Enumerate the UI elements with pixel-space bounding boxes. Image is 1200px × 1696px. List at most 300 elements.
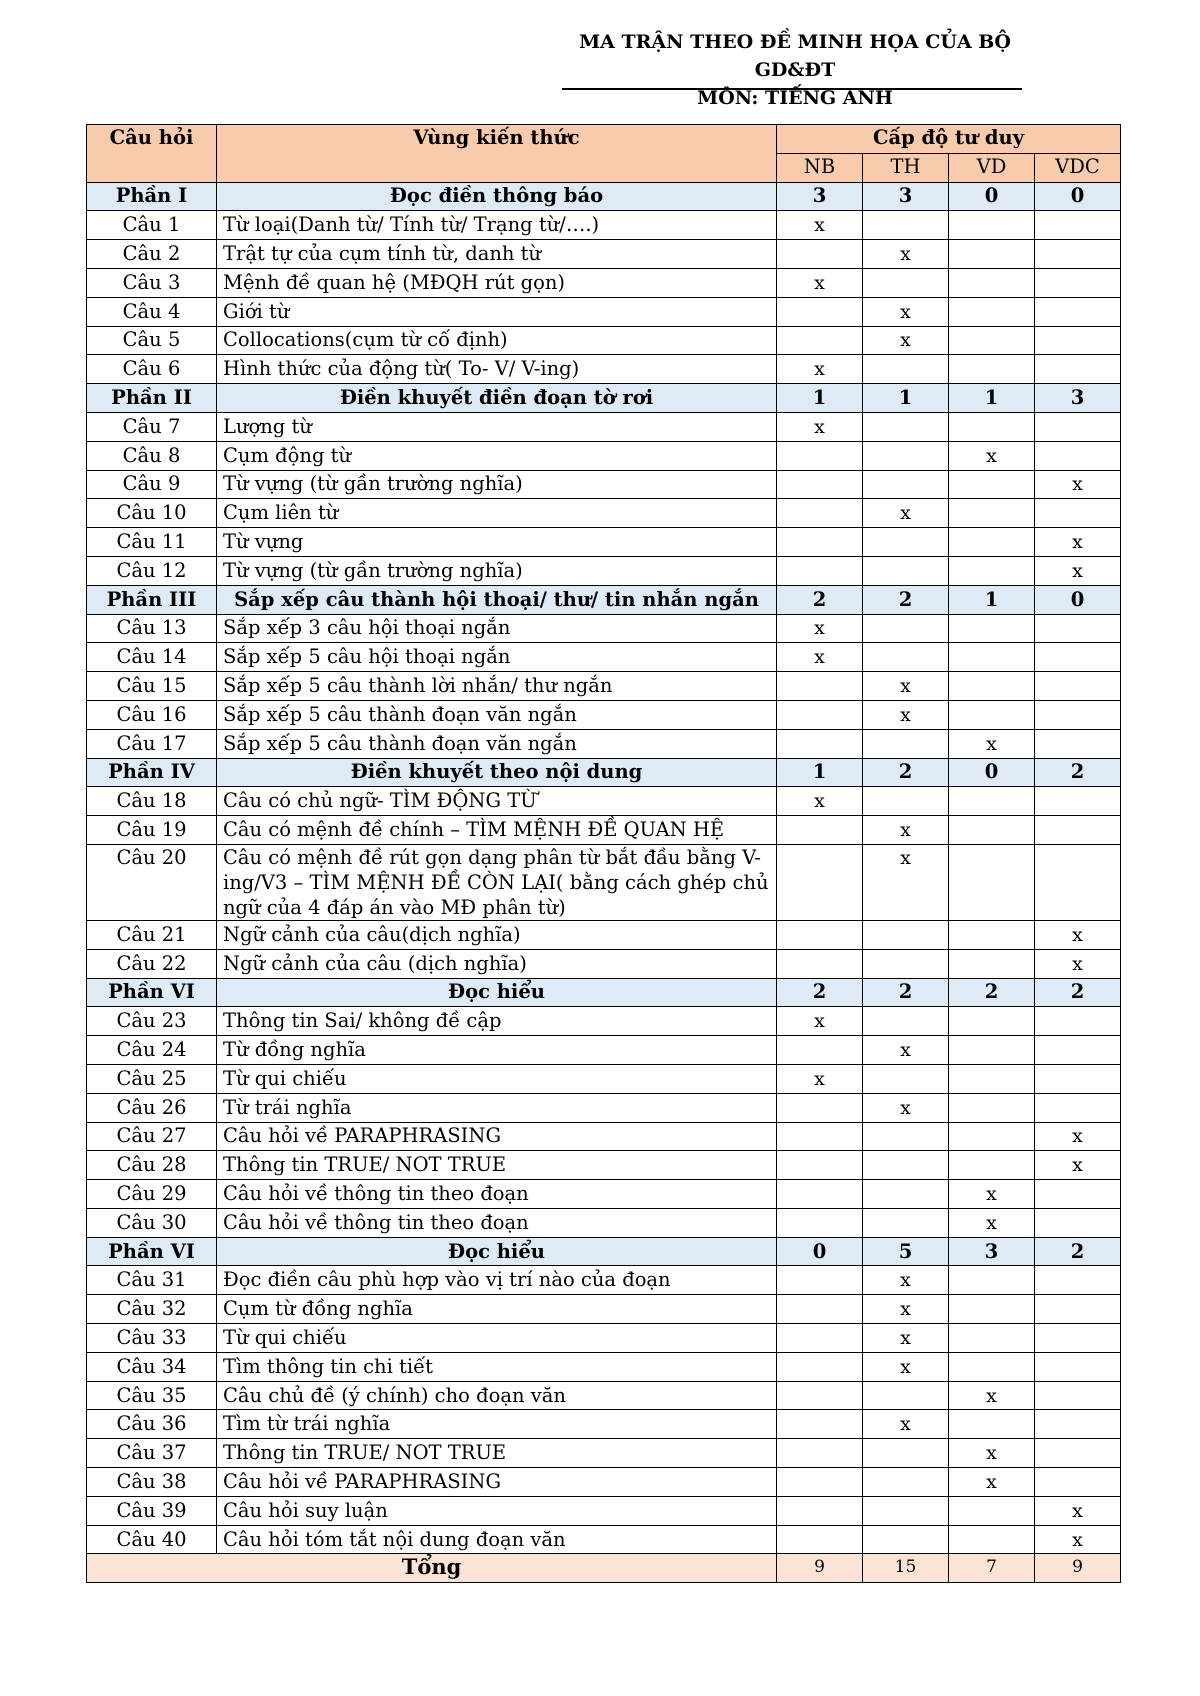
part-title: Đọc hiểu xyxy=(217,978,777,1007)
level-mark-vdc xyxy=(1035,1410,1121,1439)
level-mark-th: x xyxy=(863,240,949,269)
level-mark-vd xyxy=(949,556,1035,585)
level-mark-vd xyxy=(949,355,1035,384)
knowledge-topic: Câu có mệnh đề chính – TÌM MỆNH ĐỀ QUAN HỆ xyxy=(217,816,777,845)
part-row xyxy=(87,585,1121,614)
table-row xyxy=(87,1439,1121,1468)
question-label: Câu 27 xyxy=(87,1122,217,1151)
knowledge-topic: Tìm thông tin chi tiết xyxy=(217,1352,777,1381)
level-mark-th: x xyxy=(863,844,949,920)
question-label: Câu 8 xyxy=(87,441,217,470)
level-mark-vd xyxy=(949,949,1035,978)
level-mark-nb xyxy=(777,470,863,499)
level-mark-nb xyxy=(777,1439,863,1468)
level-mark-nb xyxy=(777,240,863,269)
level-mark-vd xyxy=(949,844,1035,920)
title-line-1: MA TRẬN THEO ĐỀ MINH HỌA CỦA BỘ GD&ĐT xyxy=(579,31,1011,81)
knowledge-topic: Sắp xếp 5 câu thành đoạn văn ngắn xyxy=(217,729,777,758)
part-count-vdc: 2 xyxy=(1035,978,1121,1007)
question-label: Câu 25 xyxy=(87,1064,217,1093)
table-row xyxy=(87,1007,1121,1036)
level-mark-nb xyxy=(777,816,863,845)
level-mark-th xyxy=(863,470,949,499)
part-label: Phần VI xyxy=(87,978,217,1007)
knowledge-topic: Thông tin TRUE/ NOT TRUE xyxy=(217,1439,777,1468)
table-row xyxy=(87,1064,1121,1093)
level-mark-vdc xyxy=(1035,1093,1121,1122)
table-row xyxy=(87,1151,1121,1180)
level-mark-th xyxy=(863,268,949,297)
level-mark-nb xyxy=(777,1151,863,1180)
level-mark-vdc xyxy=(1035,297,1121,326)
level-mark-vdc xyxy=(1035,1439,1121,1468)
level-mark-nb xyxy=(777,1525,863,1554)
level-mark-vd xyxy=(949,787,1035,816)
level-mark-nb xyxy=(777,1352,863,1381)
question-label: Câu 10 xyxy=(87,499,217,528)
level-mark-vd xyxy=(949,1266,1035,1295)
level-mark-vd: x xyxy=(949,441,1035,470)
title-line-2: MÔN: TIẾNG ANH xyxy=(697,87,893,109)
level-mark-nb xyxy=(777,672,863,701)
level-mark-nb xyxy=(777,1410,863,1439)
knowledge-topic: Câu hỏi suy luận xyxy=(217,1496,777,1525)
table-row xyxy=(87,412,1121,441)
question-label: Câu 14 xyxy=(87,643,217,672)
part-title: Sắp xếp câu thành hội thoại/ thư/ tin nhắn ngắn xyxy=(217,585,777,614)
level-mark-th xyxy=(863,1381,949,1410)
question-label: Câu 12 xyxy=(87,556,217,585)
question-label: Câu 9 xyxy=(87,470,217,499)
question-label: Câu 20 xyxy=(87,844,217,920)
table-row xyxy=(87,1381,1121,1410)
knowledge-topic: Trật tự của cụm tính từ, danh từ xyxy=(217,240,777,269)
part-row xyxy=(87,758,1121,787)
part-count-vd: 3 xyxy=(949,1237,1035,1266)
table-row xyxy=(87,920,1121,949)
level-mark-nb xyxy=(777,920,863,949)
level-mark-vd xyxy=(949,240,1035,269)
level-mark-vdc: x xyxy=(1035,949,1121,978)
question-label: Câu 40 xyxy=(87,1525,217,1554)
level-mark-th: x xyxy=(863,1036,949,1065)
level-mark-vd xyxy=(949,1151,1035,1180)
question-label: Câu 1 xyxy=(87,211,217,240)
level-mark-vd xyxy=(949,672,1035,701)
level-mark-vdc xyxy=(1035,700,1121,729)
level-mark-vd xyxy=(949,326,1035,355)
total-label: Tổng xyxy=(87,1554,777,1583)
part-count-th: 5 xyxy=(863,1237,949,1266)
level-mark-vdc xyxy=(1035,1468,1121,1497)
matrix-body xyxy=(87,182,1121,1554)
table-row xyxy=(87,441,1121,470)
level-mark-vdc xyxy=(1035,1381,1121,1410)
level-mark-nb xyxy=(777,1324,863,1353)
level-mark-th xyxy=(863,355,949,384)
level-mark-nb xyxy=(777,1122,863,1151)
level-mark-nb: x xyxy=(777,643,863,672)
question-label: Câu 3 xyxy=(87,268,217,297)
level-mark-nb xyxy=(777,326,863,355)
knowledge-topic: Ngữ cảnh của câu (dịch nghĩa) xyxy=(217,949,777,978)
question-label: Câu 29 xyxy=(87,1180,217,1209)
level-mark-th: x xyxy=(863,700,949,729)
level-mark-vdc xyxy=(1035,816,1121,845)
level-mark-th xyxy=(863,1525,949,1554)
knowledge-topic: Từ qui chiếu xyxy=(217,1324,777,1353)
part-count-th: 1 xyxy=(863,384,949,413)
question-label: Câu 19 xyxy=(87,816,217,845)
level-mark-vd xyxy=(949,816,1035,845)
level-mark-vd: x xyxy=(949,1381,1035,1410)
level-mark-nb: x xyxy=(777,614,863,643)
level-mark-th: x xyxy=(863,326,949,355)
level-mark-vd: x xyxy=(949,729,1035,758)
table-row xyxy=(87,816,1121,845)
level-mark-vd xyxy=(949,1295,1035,1324)
level-mark-vdc xyxy=(1035,1352,1121,1381)
table-row xyxy=(87,1208,1121,1237)
total-vd: 7 xyxy=(949,1554,1035,1583)
part-count-vd: 0 xyxy=(949,758,1035,787)
level-mark-vdc xyxy=(1035,844,1121,920)
part-row xyxy=(87,384,1121,413)
level-mark-th: x xyxy=(863,1295,949,1324)
question-label: Câu 38 xyxy=(87,1468,217,1497)
question-label: Câu 39 xyxy=(87,1496,217,1525)
level-mark-th xyxy=(863,528,949,557)
level-mark-vd xyxy=(949,1496,1035,1525)
level-mark-nb xyxy=(777,1266,863,1295)
level-mark-vdc xyxy=(1035,672,1121,701)
table-row xyxy=(87,1324,1121,1353)
level-mark-nb: x xyxy=(777,412,863,441)
level-mark-vd xyxy=(949,1525,1035,1554)
level-mark-nb: x xyxy=(777,211,863,240)
question-label: Câu 2 xyxy=(87,240,217,269)
knowledge-topic: Collocations(cụm từ cố định) xyxy=(217,326,777,355)
question-label: Câu 30 xyxy=(87,1208,217,1237)
question-label: Câu 21 xyxy=(87,920,217,949)
knowledge-topic: Sắp xếp 5 câu thành đoạn văn ngắn xyxy=(217,700,777,729)
level-mark-vd xyxy=(949,700,1035,729)
level-mark-th: x xyxy=(863,297,949,326)
table-row xyxy=(87,1180,1121,1209)
level-mark-nb xyxy=(777,1381,863,1410)
level-mark-th: x xyxy=(863,1324,949,1353)
level-mark-vdc xyxy=(1035,499,1121,528)
part-count-nb: 1 xyxy=(777,758,863,787)
header-level: Cấp độ tư duy xyxy=(777,125,1121,154)
table-row xyxy=(87,355,1121,384)
question-label: Câu 22 xyxy=(87,949,217,978)
table-row xyxy=(87,1410,1121,1439)
level-mark-nb: x xyxy=(777,1064,863,1093)
level-mark-th xyxy=(863,412,949,441)
knowledge-topic: Thông tin TRUE/ NOT TRUE xyxy=(217,1151,777,1180)
knowledge-topic: Từ qui chiếu xyxy=(217,1064,777,1093)
knowledge-topic: Mệnh đề quan hệ (MĐQH rút gọn) xyxy=(217,268,777,297)
level-mark-th xyxy=(863,643,949,672)
level-mark-nb xyxy=(777,700,863,729)
level-mark-th xyxy=(863,556,949,585)
table-row xyxy=(87,729,1121,758)
level-mark-vdc xyxy=(1035,240,1121,269)
level-mark-vd xyxy=(949,499,1035,528)
level-mark-th xyxy=(863,1468,949,1497)
knowledge-topic: Giới từ xyxy=(217,297,777,326)
matrix-table xyxy=(86,124,1121,1583)
knowledge-topic: Câu hỏi về PARAPHRASING xyxy=(217,1468,777,1497)
header-level-vdc: VDC xyxy=(1035,153,1121,182)
part-count-th: 2 xyxy=(863,758,949,787)
level-mark-th: x xyxy=(863,1410,949,1439)
level-mark-vd xyxy=(949,211,1035,240)
question-label: Câu 36 xyxy=(87,1410,217,1439)
question-label: Câu 17 xyxy=(87,729,217,758)
total-nb: 9 xyxy=(777,1554,863,1583)
level-mark-vd xyxy=(949,1324,1035,1353)
knowledge-topic: Cụm liên từ xyxy=(217,499,777,528)
knowledge-topic: Tìm từ trái nghĩa xyxy=(217,1410,777,1439)
level-mark-vdc xyxy=(1035,1036,1121,1065)
question-label: Câu 7 xyxy=(87,412,217,441)
level-mark-th: x xyxy=(863,672,949,701)
total-vdc: 9 xyxy=(1035,1554,1121,1583)
table-row xyxy=(87,1093,1121,1122)
question-label: Câu 5 xyxy=(87,326,217,355)
level-mark-nb xyxy=(777,1295,863,1324)
part-label: Phần I xyxy=(87,182,217,211)
knowledge-topic: Từ loại(Danh từ/ Tính từ/ Trạng từ/….) xyxy=(217,211,777,240)
part-count-vdc: 0 xyxy=(1035,585,1121,614)
table-row xyxy=(87,1496,1121,1525)
level-mark-vdc: x xyxy=(1035,470,1121,499)
knowledge-topic: Câu có chủ ngữ- TÌM ĐỘNG TỪ xyxy=(217,787,777,816)
table-row xyxy=(87,844,1121,920)
level-mark-th xyxy=(863,1007,949,1036)
level-mark-vdc xyxy=(1035,1295,1121,1324)
question-label: Câu 15 xyxy=(87,672,217,701)
level-mark-vdc: x xyxy=(1035,1496,1121,1525)
table-row xyxy=(87,297,1121,326)
level-mark-th xyxy=(863,1180,949,1209)
level-mark-vd xyxy=(949,920,1035,949)
knowledge-topic: Hình thức của động từ( To- V/ V-ing) xyxy=(217,355,777,384)
level-mark-th xyxy=(863,920,949,949)
knowledge-topic: Câu hỏi về PARAPHRASING xyxy=(217,1122,777,1151)
level-mark-vdc: x xyxy=(1035,556,1121,585)
part-count-vdc: 0 xyxy=(1035,182,1121,211)
table-row xyxy=(87,240,1121,269)
level-mark-vdc xyxy=(1035,412,1121,441)
table-row xyxy=(87,1036,1121,1065)
level-mark-nb: x xyxy=(777,268,863,297)
level-mark-nb xyxy=(777,297,863,326)
level-mark-th xyxy=(863,787,949,816)
question-label: Câu 31 xyxy=(87,1266,217,1295)
level-mark-nb: x xyxy=(777,1007,863,1036)
total-th: 15 xyxy=(863,1554,949,1583)
level-mark-th: x xyxy=(863,1352,949,1381)
level-mark-nb xyxy=(777,729,863,758)
part-title: Điền khuyết theo nội dung xyxy=(217,758,777,787)
table-row xyxy=(87,326,1121,355)
question-label: Câu 23 xyxy=(87,1007,217,1036)
part-row xyxy=(87,182,1121,211)
part-label: Phần IV xyxy=(87,758,217,787)
level-mark-vd xyxy=(949,297,1035,326)
header-knowledge: Vùng kiến thức xyxy=(217,125,777,183)
level-mark-vd xyxy=(949,1410,1035,1439)
level-mark-vd: x xyxy=(949,1439,1035,1468)
level-mark-nb xyxy=(777,1468,863,1497)
level-mark-vd xyxy=(949,268,1035,297)
question-label: Câu 4 xyxy=(87,297,217,326)
table-row xyxy=(87,614,1121,643)
table-row xyxy=(87,1525,1121,1554)
header-question: Câu hỏi xyxy=(87,125,217,183)
knowledge-topic: Sắp xếp 5 câu thành lời nhắn/ thư ngắn xyxy=(217,672,777,701)
part-count-nb: 3 xyxy=(777,182,863,211)
knowledge-topic: Đọc điền câu phù hợp vào vị trí nào của đoạn xyxy=(217,1266,777,1295)
level-mark-nb xyxy=(777,844,863,920)
knowledge-topic: Từ trái nghĩa xyxy=(217,1093,777,1122)
level-mark-nb xyxy=(777,1180,863,1209)
table-row xyxy=(87,499,1121,528)
level-mark-vd xyxy=(949,412,1035,441)
question-label: Câu 6 xyxy=(87,355,217,384)
level-mark-nb xyxy=(777,441,863,470)
question-label: Câu 35 xyxy=(87,1381,217,1410)
part-count-nb: 2 xyxy=(777,978,863,1007)
table-row xyxy=(87,700,1121,729)
knowledge-topic: Câu hỏi tóm tắt nội dung đoạn văn xyxy=(217,1525,777,1554)
knowledge-topic: Ngữ cảnh của câu(dịch nghĩa) xyxy=(217,920,777,949)
level-mark-vd xyxy=(949,1122,1035,1151)
question-label: Câu 11 xyxy=(87,528,217,557)
level-mark-th: x xyxy=(863,1266,949,1295)
level-mark-vdc xyxy=(1035,441,1121,470)
title-underline xyxy=(562,88,1022,90)
table-row xyxy=(87,1468,1121,1497)
question-label: Câu 28 xyxy=(87,1151,217,1180)
part-count-vdc: 2 xyxy=(1035,1237,1121,1266)
level-mark-th: x xyxy=(863,816,949,845)
question-label: Câu 37 xyxy=(87,1439,217,1468)
part-label: Phần III xyxy=(87,585,217,614)
level-mark-th: x xyxy=(863,499,949,528)
level-mark-vdc xyxy=(1035,729,1121,758)
level-mark-vdc xyxy=(1035,268,1121,297)
part-count-th: 2 xyxy=(863,585,949,614)
level-mark-vd xyxy=(949,1007,1035,1036)
table-row xyxy=(87,528,1121,557)
header-level-th: TH xyxy=(863,153,949,182)
table-row xyxy=(87,672,1121,701)
level-mark-vdc xyxy=(1035,1064,1121,1093)
knowledge-topic: Câu hỏi về thông tin theo đoạn xyxy=(217,1208,777,1237)
level-mark-vdc xyxy=(1035,1208,1121,1237)
level-mark-th xyxy=(863,1151,949,1180)
document-title xyxy=(560,28,1030,112)
level-mark-nb xyxy=(777,1036,863,1065)
part-count-nb: 0 xyxy=(777,1237,863,1266)
level-mark-vdc: x xyxy=(1035,920,1121,949)
level-mark-nb xyxy=(777,949,863,978)
question-label: Câu 24 xyxy=(87,1036,217,1065)
level-mark-vdc xyxy=(1035,1324,1121,1353)
knowledge-topic: Sắp xếp 5 câu hội thoại ngắn xyxy=(217,643,777,672)
knowledge-topic: Thông tin Sai/ không đề cập xyxy=(217,1007,777,1036)
level-mark-nb: x xyxy=(777,787,863,816)
part-row xyxy=(87,978,1121,1007)
knowledge-topic: Từ vựng xyxy=(217,528,777,557)
knowledge-topic: Sắp xếp 3 câu hội thoại ngắn xyxy=(217,614,777,643)
level-mark-vd xyxy=(949,1064,1035,1093)
part-count-nb: 1 xyxy=(777,384,863,413)
level-mark-vdc: x xyxy=(1035,1122,1121,1151)
table-row xyxy=(87,211,1121,240)
total-row xyxy=(87,1554,1121,1583)
level-mark-vdc xyxy=(1035,787,1121,816)
knowledge-topic: Câu có mệnh đề rút gọn dạng phân từ bắt đầu bằng V-ing/V3 – TÌM MỆNH ĐỀ CÒN LẠI( bằng cách ghép chủ ngữ của 4 đáp án vào MĐ phân từ) xyxy=(217,844,777,920)
table-row xyxy=(87,1122,1121,1151)
level-mark-vdc xyxy=(1035,1180,1121,1209)
level-mark-vd xyxy=(949,614,1035,643)
part-label: Phần II xyxy=(87,384,217,413)
question-label: Câu 34 xyxy=(87,1352,217,1381)
level-mark-vdc xyxy=(1035,1007,1121,1036)
level-mark-th xyxy=(863,441,949,470)
level-mark-nb xyxy=(777,556,863,585)
part-title: Điền khuyết điền đoạn tờ rơi xyxy=(217,384,777,413)
level-mark-vd xyxy=(949,528,1035,557)
level-mark-th xyxy=(863,211,949,240)
level-mark-th xyxy=(863,614,949,643)
level-mark-th xyxy=(863,1122,949,1151)
part-count-nb: 2 xyxy=(777,585,863,614)
level-mark-th xyxy=(863,729,949,758)
part-title: Đọc hiểu xyxy=(217,1237,777,1266)
question-label: Câu 16 xyxy=(87,700,217,729)
part-count-vd: 2 xyxy=(949,978,1035,1007)
question-label: Câu 32 xyxy=(87,1295,217,1324)
knowledge-topic: Câu chủ đề (ý chính) cho đoạn văn xyxy=(217,1381,777,1410)
part-count-th: 3 xyxy=(863,182,949,211)
question-label: Câu 18 xyxy=(87,787,217,816)
level-mark-vdc xyxy=(1035,211,1121,240)
knowledge-topic: Cụm động từ xyxy=(217,441,777,470)
question-label: Câu 13 xyxy=(87,614,217,643)
level-mark-nb xyxy=(777,1208,863,1237)
level-mark-vd: x xyxy=(949,1180,1035,1209)
table-row xyxy=(87,787,1121,816)
level-mark-vdc xyxy=(1035,355,1121,384)
part-count-vdc: 3 xyxy=(1035,384,1121,413)
level-mark-vdc: x xyxy=(1035,528,1121,557)
level-mark-nb: x xyxy=(777,355,863,384)
part-label: Phần VI xyxy=(87,1237,217,1266)
knowledge-topic: Từ đồng nghĩa xyxy=(217,1036,777,1065)
knowledge-topic: Câu hỏi về thông tin theo đoạn xyxy=(217,1180,777,1209)
table-row xyxy=(87,556,1121,585)
level-mark-vdc xyxy=(1035,1266,1121,1295)
level-mark-nb xyxy=(777,528,863,557)
level-mark-th xyxy=(863,1208,949,1237)
part-count-th: 2 xyxy=(863,978,949,1007)
